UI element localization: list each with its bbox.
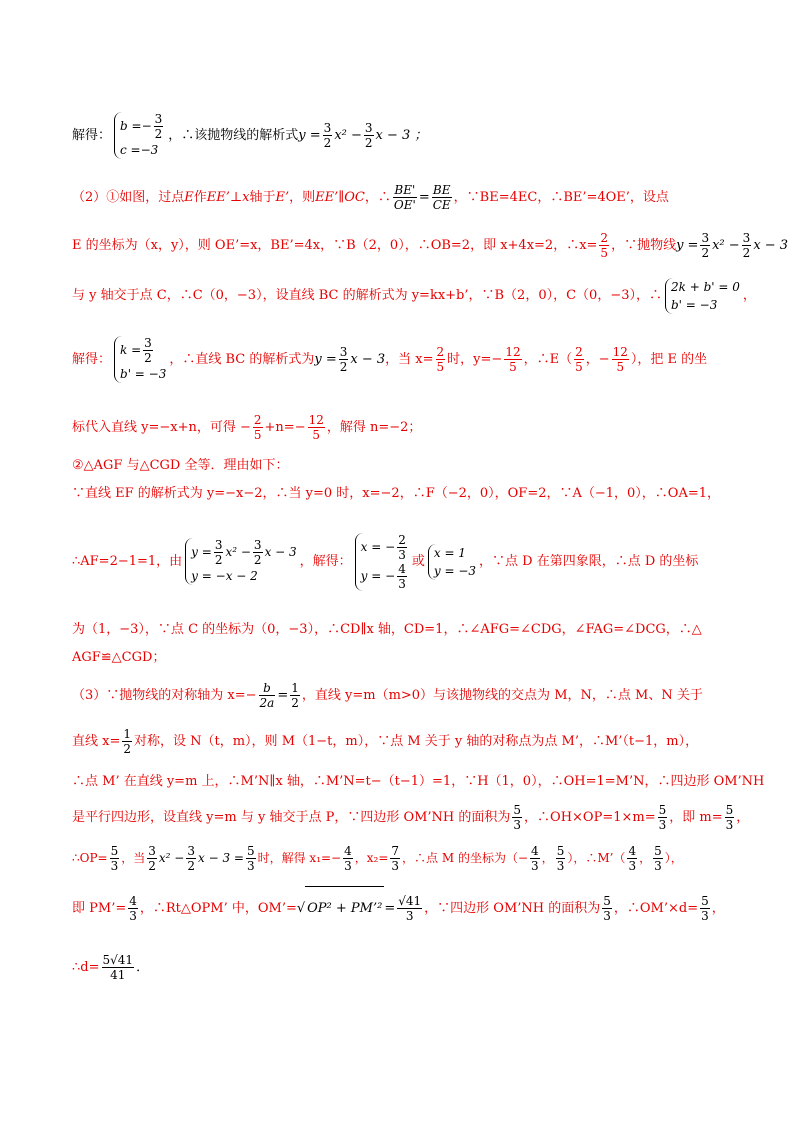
var-b: b (120, 119, 128, 133)
frac-den: 3 (531, 859, 539, 873)
part2b-line-2 (72, 484, 732, 504)
fraction (397, 894, 422, 923)
sys-x: x = − (360, 539, 396, 554)
text: ，解得 n=−2； (326, 420, 422, 435)
frac-num: 12 (505, 345, 521, 359)
x2: x² − (225, 545, 251, 559)
frac-den: 5 (600, 246, 609, 260)
fraction (627, 844, 637, 873)
fraction (602, 894, 612, 923)
frac-num: 3 (742, 231, 751, 245)
fraction (700, 231, 710, 260)
frac-den: 3 (391, 859, 400, 873)
y-eq: y = (191, 545, 212, 559)
frac-den: 3 (628, 859, 637, 873)
text: ，解得： (299, 554, 352, 569)
text: ，∴直线 BC 的解析式为 (169, 352, 315, 367)
tail: x − 3 (753, 238, 789, 253)
frac-num: 3 (148, 844, 156, 858)
tail: x − 3 = (198, 851, 244, 865)
fraction (432, 183, 452, 212)
text: ，∴点 M 的坐标为（− (402, 851, 529, 865)
text: 与 y 轴交于点 C，∴C（0，−3），设直线 BC 的解析式为 y=kx+b’，∵B（2，0），C（0，−3），∴ (72, 288, 662, 303)
sys-row: y = −x − 2 (191, 569, 258, 583)
text: ∴d= (72, 960, 100, 975)
frac-den: 3 (110, 859, 119, 873)
fraction (246, 844, 256, 873)
frac-den: OE' (393, 198, 416, 212)
frac-den: 5 (312, 428, 321, 442)
frac-num: 5 (658, 803, 667, 817)
frac-den: 3 (398, 547, 406, 562)
frac-num: 4 (129, 894, 137, 908)
fraction (612, 345, 629, 374)
part3-line-6 (72, 886, 732, 930)
sys-row: 2k + b' = 0 (670, 279, 740, 294)
fraction (397, 562, 407, 591)
fraction (504, 345, 521, 374)
frac-num: 5 (246, 844, 255, 858)
fraction (154, 112, 164, 141)
fraction (143, 336, 153, 365)
frac-den: 2 (323, 136, 332, 150)
text: 为（1，−3），∵点 C 的坐标为（0，−3），∴CD∥x 轴，CD=1，∴∠AFG=∠CDG，∠FAG=∠DCG，∴△ (72, 622, 702, 637)
fraction (339, 345, 349, 374)
text: ，∴该抛物线的解析式 (168, 128, 299, 143)
text: +n=− (264, 420, 306, 435)
frac-num: 4 (628, 844, 637, 858)
sys-eq: =− (131, 119, 152, 133)
frac-num: 5 (110, 844, 119, 858)
frac-num: 2 (253, 413, 262, 427)
eq: = (384, 901, 396, 916)
label-jiede: 解得： (72, 352, 112, 367)
text: ，则 (289, 190, 316, 205)
y-eq: y = (314, 352, 337, 367)
text: ），∴M’（ (567, 851, 626, 865)
tail: x − 3 (264, 545, 297, 559)
frac-den: 2 (701, 246, 710, 260)
sys-row: y = −3 (433, 563, 477, 578)
frac-num: 5 (701, 894, 709, 908)
text-or: 或 (411, 554, 425, 569)
fraction (253, 538, 263, 567)
text: ，∵四边形 OM’NH 的面积为 (424, 901, 601, 916)
var: E (184, 190, 194, 205)
frac-den: 2 (123, 742, 131, 756)
part2-line-2 (72, 228, 789, 264)
frac-num: 12 (612, 345, 628, 359)
x2: x² − (334, 128, 362, 143)
sqrt-icon: √ (296, 901, 306, 916)
frac-den: 5 (575, 360, 583, 374)
text: ，x₂= (354, 851, 389, 865)
frac-num: BE' (394, 183, 416, 197)
text: ，∵点 D 在第四象限，∴点 D 的坐标 (479, 554, 699, 569)
frac-num: 5√41 (102, 953, 134, 967)
fraction (512, 803, 522, 832)
part2b-line-5 (72, 648, 732, 668)
fraction (397, 533, 407, 562)
frac-den: 3 (556, 859, 565, 873)
fraction (530, 844, 540, 873)
fraction (323, 121, 333, 150)
fraction (599, 231, 609, 260)
part2-line-5 (72, 410, 732, 446)
fraction (700, 894, 710, 923)
frac-den: 2 (253, 553, 262, 567)
frac-den: 2 (742, 246, 751, 260)
frac-num: 4 (398, 561, 406, 576)
fraction (658, 803, 668, 832)
frac-num: 3 (253, 538, 262, 552)
var: E’ (275, 190, 290, 205)
text: ，即 m= (669, 810, 723, 825)
fraction (390, 844, 400, 873)
fraction (253, 413, 263, 442)
sys-c: c =−3 (120, 143, 159, 157)
equation-system (114, 112, 165, 159)
frac-num: 4 (344, 844, 352, 858)
frac-den: 3 (398, 576, 406, 591)
text: ，直线 y=m（m>0）与该抛物线的交点为 M，N，∴点 M、N 关于 (301, 688, 703, 703)
text: 时，y=− (447, 352, 503, 367)
tail: x − 3 ； (375, 128, 428, 143)
fraction (147, 844, 157, 873)
text: ），把 E 的坐 (630, 352, 708, 367)
frac-num: √41 (398, 894, 422, 908)
tail: x − 3 (350, 352, 386, 367)
fraction (742, 231, 752, 260)
fraction (364, 121, 374, 150)
frac-num: 5 (513, 803, 522, 817)
sys-row: b' = −3 (670, 297, 718, 312)
text: ，∵抛物线 (611, 238, 677, 253)
text: ）， (664, 851, 683, 865)
sys-y: y = − (360, 568, 396, 583)
frac-num: 2 (436, 345, 445, 359)
text: ②△AGF 与△CGD 全等．理由如下： (72, 458, 289, 473)
frac-num: 2 (398, 532, 406, 547)
frac-den: 2 (214, 553, 223, 567)
text: ，∵BE=4EC，∴BE’=4OE’，设点 (453, 190, 669, 205)
x2: x² − (158, 851, 185, 865)
text: E 的坐标为（x，y），则 OE’=x，BE’=4x，∵B（2，0），∴OB=2，即 x+4x=2，∴x= (72, 238, 598, 253)
eq: = (418, 190, 430, 205)
fraction (653, 844, 663, 873)
frac-num: 1 (291, 681, 299, 695)
text: ， (711, 901, 725, 916)
frac-den: 3 (725, 818, 734, 832)
sys-k: k = (120, 343, 142, 357)
perp-symbol: ⊥ (229, 190, 243, 205)
frac-num: 5 (603, 894, 611, 908)
text: ，∴OH×OP=1×m= (524, 810, 656, 825)
frac-den: 2 (144, 351, 152, 365)
text: ． (136, 960, 150, 975)
frac-den: 5 (616, 360, 625, 374)
frac-den: 2a (259, 696, 275, 710)
frac-den: 3 (658, 818, 667, 832)
text: ， (736, 810, 750, 825)
frac-num: 5 (556, 844, 565, 858)
frac-num: 5 (725, 803, 734, 817)
text: ，当 (121, 851, 146, 865)
frac-num: 3 (364, 121, 373, 135)
fraction (290, 681, 300, 710)
frac-den: 3 (603, 909, 611, 923)
frac-den: 3 (701, 909, 709, 923)
fraction (186, 844, 196, 873)
equation-system (355, 533, 409, 591)
fraction (436, 345, 446, 374)
frac-num: 5 (654, 844, 662, 858)
fraction (556, 844, 566, 873)
frac-den: 3 (405, 909, 414, 923)
part2-line-3 (72, 274, 756, 318)
frac-num: 3 (187, 844, 195, 858)
frac-num: 2 (600, 231, 609, 245)
text: ，∴ (364, 190, 391, 205)
text: 即 PM’= (72, 901, 127, 916)
sys-row: b' = −3 (120, 367, 167, 381)
part3-line-5 (72, 836, 732, 880)
solution-line-1 (72, 108, 732, 164)
frac-den: 3 (513, 818, 522, 832)
part2b-line-4 (72, 620, 732, 640)
fraction (725, 803, 735, 832)
text: ，− (585, 352, 610, 367)
frac-num: 3 (339, 345, 348, 359)
var: EE’ (206, 190, 230, 205)
fraction (308, 413, 325, 442)
fraction (122, 727, 132, 756)
text: ， (541, 851, 554, 865)
text: （2）①如图，过点 (72, 190, 185, 205)
frac-den: 5 (253, 428, 262, 442)
frac-num: 3 (323, 121, 332, 135)
var: x (242, 190, 250, 205)
text: 是平行四边形，设直线 y=m 与 y 轴交于点 P，∵四边形 OM’NH 的面积为 (72, 810, 511, 825)
sqrt-content: OP² + PM’² (305, 886, 384, 931)
part3-line-4 (72, 798, 750, 838)
text: 作 (193, 190, 207, 205)
frac-num: 1 (123, 727, 131, 741)
frac-num: 7 (391, 844, 400, 858)
label-jiede: 解得： (72, 128, 112, 143)
frac-den: 2 (339, 360, 348, 374)
text: ∴OP= (72, 851, 108, 865)
text: 时，解得 x₁=− (257, 851, 342, 865)
equation-system (428, 544, 476, 580)
frac-num: 3 (154, 112, 163, 126)
frac-den: 2 (148, 859, 156, 873)
fraction (343, 844, 353, 873)
fraction (110, 844, 120, 873)
text: ，∴E（ (523, 352, 573, 367)
text: ∴点 M’ 在直线 y=m 上，∴M’N∥x 轴，∴M’N=t−（t−1）=1，∵H（1，0），∴OH=1=M’N，∴四边形 OM’NH (72, 774, 765, 789)
frac-num: BE (432, 183, 451, 197)
frac-den: 5 (509, 360, 517, 374)
text: （3）∵抛物线的对称轴为 x=− (72, 688, 257, 703)
text: AGF≌△CGD； (72, 650, 166, 665)
y-eq: y = (298, 128, 321, 143)
frac-num: 12 (308, 413, 324, 427)
fraction (214, 538, 224, 567)
text: ，∴Rt△OPM’ 中，OM’= (139, 901, 297, 916)
frac-den: 41 (110, 968, 126, 982)
frac-den: 2 (154, 127, 163, 141)
text: ， (742, 288, 756, 303)
sys-row: x = 1 (433, 545, 466, 560)
text: ， (639, 851, 652, 865)
text: 轴于 (249, 190, 276, 205)
fraction (259, 681, 276, 710)
text: 标代入直线 y=−x+n，可得 − (72, 420, 251, 435)
frac-num: 2 (575, 345, 583, 359)
fraction (128, 894, 138, 923)
equation-system (665, 278, 740, 314)
text: 对称，设 N（t，m），则 M（1−t，m），∵点 M 关于 y 轴的对称点为点 M’，∴M’（t−1，m）， (134, 734, 699, 749)
part2b-line-3 (72, 520, 732, 604)
frac-den: 3 (344, 859, 352, 873)
part3-line-2 (72, 722, 732, 762)
text: 直线 x= (72, 734, 121, 749)
frac-num: 3 (214, 538, 223, 552)
frac-den: 3 (129, 909, 137, 923)
equation-system (185, 538, 296, 585)
x2: x² − (712, 238, 740, 253)
part3-line-7 (72, 946, 732, 990)
fraction (102, 953, 135, 982)
part2b-line-1 (72, 456, 732, 476)
y-eq: y = (676, 238, 699, 253)
frac-den: 2 (364, 136, 373, 150)
text: ∵直线 EF 的解析式为 y=−x−2，∴当 y=0 时，x=−2，∴F（−2，0），OF=2，∵A（−1，0），∴OA=1， (72, 486, 721, 501)
part3-line-3 (72, 772, 765, 792)
text: ∴AF=2−1=1，由 (72, 554, 183, 569)
frac-den: 3 (246, 859, 255, 873)
frac-den: 2 (291, 696, 299, 710)
fraction (574, 345, 584, 374)
frac-num: b (259, 681, 276, 696)
part3-line-1 (72, 676, 732, 716)
frac-den: 2 (187, 859, 195, 873)
part2-line-1 (72, 180, 732, 216)
text: ，当 x= (385, 352, 434, 367)
frac-num: 4 (531, 844, 539, 858)
eq: = (277, 688, 289, 703)
frac-num: 3 (144, 336, 152, 350)
frac-num: 3 (701, 231, 710, 245)
var: EE’∥OC (315, 190, 365, 205)
frac-den: 5 (436, 360, 445, 374)
frac-den: CE (432, 198, 451, 212)
frac-den: 3 (654, 859, 662, 873)
text: ，∴OM’×d= (613, 901, 699, 916)
equation-system (114, 336, 166, 383)
part2-line-4 (72, 332, 732, 388)
fraction (393, 183, 417, 212)
